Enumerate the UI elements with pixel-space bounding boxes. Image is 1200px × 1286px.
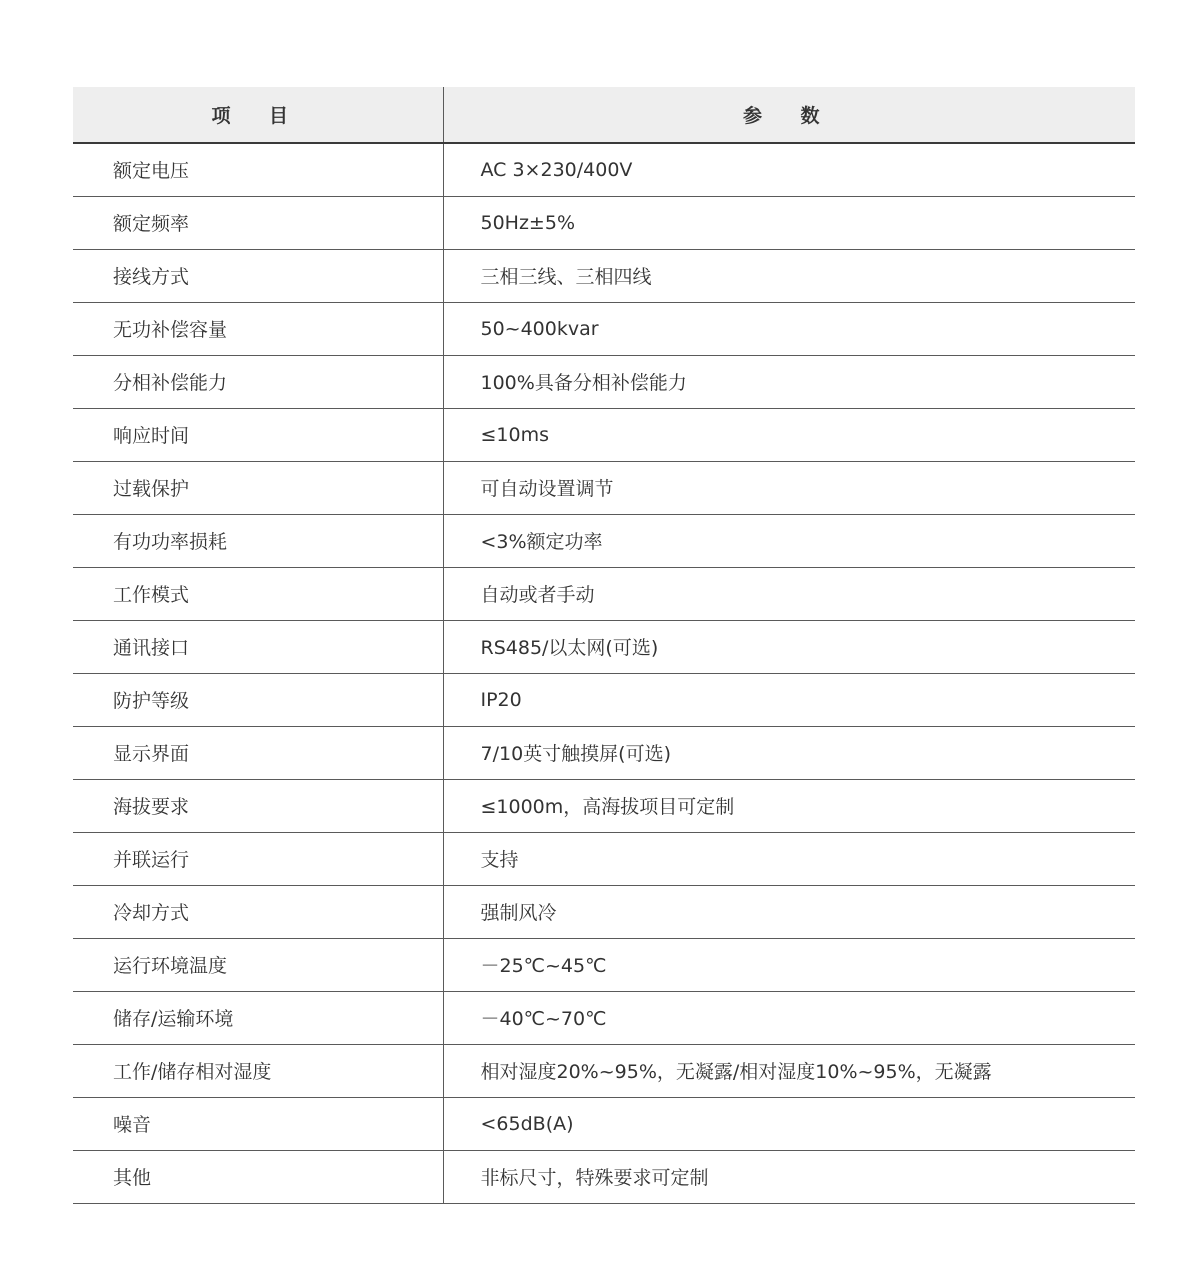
row-item-value: 相对湿度20%~95%，无凝露/相对湿度10%~95%，无凝露 (443, 1044, 1135, 1097)
row-item-name: 噪音 (73, 1097, 443, 1150)
row-item-value: 7/10英寸触摸屏(可选) (443, 726, 1135, 779)
row-item-name: 无功补偿容量 (73, 302, 443, 355)
table-row (73, 461, 1135, 514)
table-row (73, 249, 1135, 302)
row-item-name: 额定电压 (73, 143, 443, 196)
table-row (73, 567, 1135, 620)
row-item-name: 并联运行 (73, 832, 443, 885)
table-row (73, 143, 1135, 196)
row-item-name: 运行环境温度 (73, 938, 443, 991)
table-row (73, 1150, 1135, 1203)
row-item-name: 工作/储存相对湿度 (73, 1044, 443, 1097)
row-item-name: 工作模式 (73, 567, 443, 620)
row-item-name: 额定频率 (73, 196, 443, 249)
table-row (73, 408, 1135, 461)
row-item-value: RS485/以太网(可选) (443, 620, 1135, 673)
table-row (73, 620, 1135, 673)
header-row (73, 87, 1135, 143)
row-item-value: －40℃~70℃ (443, 991, 1135, 1044)
row-item-value: 自动或者手动 (443, 567, 1135, 620)
table-row (73, 779, 1135, 832)
row-item-value: 强制风冷 (443, 885, 1135, 938)
row-item-value: 三相三线、三相四线 (443, 249, 1135, 302)
row-item-name: 响应时间 (73, 408, 443, 461)
table-row (73, 355, 1135, 408)
row-item-value: IP20 (443, 673, 1135, 726)
row-item-name: 海拔要求 (73, 779, 443, 832)
row-item-name: 分相补偿能力 (73, 355, 443, 408)
row-item-name: 过载保护 (73, 461, 443, 514)
row-item-value: 100%具备分相补偿能力 (443, 355, 1135, 408)
table-row (73, 1097, 1135, 1150)
row-item-value: 支持 (443, 832, 1135, 885)
row-item-value: ≤10ms (443, 408, 1135, 461)
row-item-name: 接线方式 (73, 249, 443, 302)
table-row (73, 726, 1135, 779)
row-item-name: 显示界面 (73, 726, 443, 779)
row-item-value: <3%额定功率 (443, 514, 1135, 567)
spec-table (73, 87, 1135, 1204)
row-item-name: 防护等级 (73, 673, 443, 726)
row-item-name: 储存/运输环境 (73, 991, 443, 1044)
row-item-value: －25℃~45℃ (443, 938, 1135, 991)
table-row (73, 1044, 1135, 1097)
table-row (73, 196, 1135, 249)
row-item-value: 可自动设置调节 (443, 461, 1135, 514)
row-item-name: 冷却方式 (73, 885, 443, 938)
table-row (73, 832, 1135, 885)
row-item-value: 50~400kvar (443, 302, 1135, 355)
table-row (73, 938, 1135, 991)
row-item-value: 50Hz±5% (443, 196, 1135, 249)
row-item-value: AC 3×230/400V (443, 143, 1135, 196)
table-row (73, 302, 1135, 355)
row-item-name: 其他 (73, 1150, 443, 1203)
table-header (73, 87, 1135, 143)
header-item: 项 目 (73, 87, 443, 143)
table-row (73, 673, 1135, 726)
table-row (73, 991, 1135, 1044)
row-item-value: 非标尺寸，特殊要求可定制 (443, 1150, 1135, 1203)
row-item-value: <65dB(A) (443, 1097, 1135, 1150)
row-item-value: ≤1000m，高海拔项目可定制 (443, 779, 1135, 832)
table-row (73, 514, 1135, 567)
row-item-name: 有功功率损耗 (73, 514, 443, 567)
row-item-name: 通讯接口 (73, 620, 443, 673)
header-param: 参 数 (443, 87, 1135, 143)
table-body (73, 143, 1135, 1203)
table-row (73, 885, 1135, 938)
